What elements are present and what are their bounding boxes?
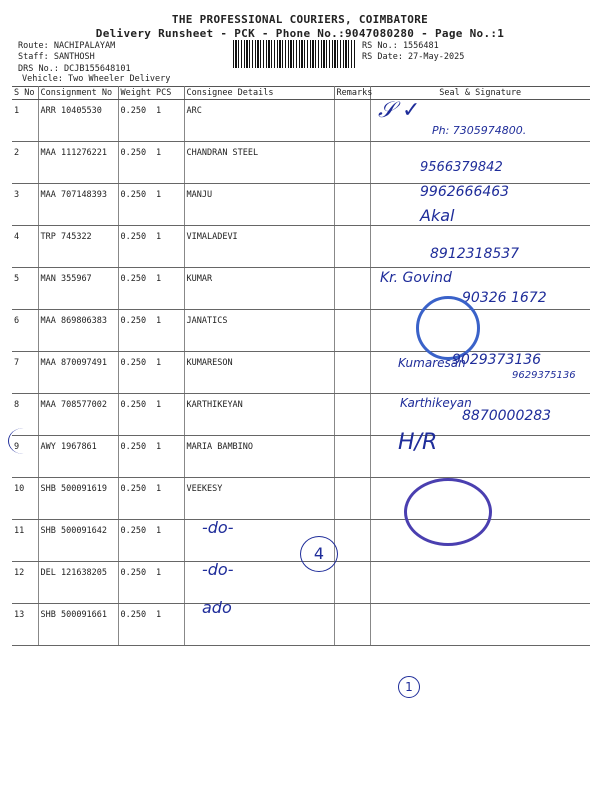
cell-sno: 4	[12, 226, 38, 268]
cell-pcs: 1	[154, 562, 184, 604]
cell-weight: 0.250	[118, 352, 154, 394]
cell-remarks	[334, 478, 370, 520]
cell-pcs: 1	[154, 142, 184, 184]
cell-remarks	[334, 604, 370, 646]
col-sno: S No	[12, 87, 38, 100]
table-row	[12, 604, 590, 646]
col-pcs: PCS	[154, 87, 184, 100]
cell-pcs: 1	[154, 352, 184, 394]
cell-weight: 0.250	[118, 394, 154, 436]
cell-weight: 0.250	[118, 604, 154, 646]
hw-phone-1: Ph: 7305974800.	[432, 124, 527, 137]
hw-sign-9: H/R	[398, 430, 438, 455]
cell-sno: 1	[12, 100, 38, 142]
cell-weight: 0.250	[118, 478, 154, 520]
cell-sno: 3	[12, 184, 38, 226]
cell-consignee: VIMALADEVI	[184, 226, 334, 268]
col-signature: Seal & Signature	[370, 87, 590, 100]
cell-weight: 0.250	[118, 268, 154, 310]
cell-remarks	[334, 520, 370, 562]
cell-remarks	[334, 436, 370, 478]
hw-phone-7a: 9029373136	[452, 352, 542, 368]
col-consignee: Consignee Details	[184, 87, 334, 100]
cell-consignment: ARR 10405530	[38, 100, 118, 142]
drs-label: DRS No.: DCJB155648101	[18, 64, 131, 74]
cell-weight: 0.250	[118, 310, 154, 352]
runsheet-title: Delivery Runsheet - PCK - Phone No.:9047080280 - Page No.:1	[95, 27, 505, 40]
cell-signature	[370, 310, 590, 352]
cell-remarks	[334, 352, 370, 394]
cell-sno: 6	[12, 310, 38, 352]
stamp-company	[404, 478, 492, 546]
cell-sno: 7	[12, 352, 38, 394]
cell-pcs: 1	[154, 436, 184, 478]
signature-1: 𝒮 ✓	[378, 98, 421, 123]
cell-sno: 2	[12, 142, 38, 184]
cell-consignment: MAA 870097491	[38, 352, 118, 394]
hw-phone-6: 90326 1672	[462, 290, 547, 306]
col-weight: Weight	[118, 87, 154, 100]
cell-sno: 11	[12, 520, 38, 562]
hw-mark-row-9	[8, 428, 39, 454]
rs-date: RS Date: 27-May-2025	[362, 52, 465, 62]
cell-consignment: SHB 500091642	[38, 520, 118, 562]
hw-sign-5: Kr. Govind	[380, 270, 452, 286]
hw-name-7: Kumaresan	[398, 356, 466, 370]
hw-phone-7b: 9629375136	[512, 370, 576, 381]
cell-consignment: DEL 121638205	[38, 562, 118, 604]
cell-remarks	[334, 226, 370, 268]
cell-pcs: 1	[154, 478, 184, 520]
cell-consignment: MAA 707148393	[38, 184, 118, 226]
table-row	[12, 142, 590, 184]
cell-pcs: 1	[154, 268, 184, 310]
cell-consignee: MANJU	[184, 184, 334, 226]
table-row	[12, 562, 590, 604]
stamp-janatics	[416, 296, 480, 360]
barcode	[233, 40, 355, 68]
cell-remarks	[334, 394, 370, 436]
hw-phone-8: 8870000283	[462, 408, 552, 424]
route-label: Route: NACHIPALAYAM	[18, 41, 116, 51]
hw-sign-4: Akal	[420, 206, 455, 225]
rs-number: RS No.: 1556481	[362, 41, 439, 51]
cell-sno: 10	[12, 478, 38, 520]
cell-consignee: KUMAR	[184, 268, 334, 310]
cell-consignee: ARC	[184, 100, 334, 142]
cell-remarks	[334, 562, 370, 604]
cell-sno: 8	[12, 394, 38, 436]
company-title: THE PROFESSIONAL COURIERS, COIMBATORE	[171, 13, 429, 26]
cell-consignee: JANATICS	[184, 310, 334, 352]
cell-remarks	[334, 184, 370, 226]
cell-consignment: TRP 745322	[38, 226, 118, 268]
hw-phone-2: 9566379842	[420, 160, 503, 175]
cell-consignment: MAA 708577002	[38, 394, 118, 436]
cell-remarks	[334, 310, 370, 352]
col-remarks: Remarks	[334, 87, 370, 100]
hw-ditto-13: ado	[202, 598, 232, 617]
cell-consignment: SHB 500091661	[38, 604, 118, 646]
cell-pcs: 1	[154, 604, 184, 646]
cell-consignee: KUMARESON	[184, 352, 334, 394]
cell-weight: 0.250	[118, 184, 154, 226]
hw-page-circle: 1	[398, 676, 420, 698]
cell-pcs: 1	[154, 310, 184, 352]
cell-weight: 0.250	[118, 100, 154, 142]
cell-consignment: MAA 869806383	[38, 310, 118, 352]
table-row	[12, 436, 590, 478]
cell-signature	[370, 562, 590, 604]
cell-sno: 9	[12, 436, 38, 478]
cell-pcs: 1	[154, 184, 184, 226]
vehicle-label: Vehicle: Two Wheeler Delivery	[22, 74, 171, 84]
table-row	[12, 310, 590, 352]
cell-consignment: MAA 111276221	[38, 142, 118, 184]
hw-phone-5: 8912318537	[430, 246, 520, 262]
table-header	[12, 87, 590, 100]
hw-ditto-12: -do-	[202, 560, 234, 579]
cell-pcs: 1	[154, 100, 184, 142]
table-row	[12, 478, 590, 520]
hw-name-8: Karthikeyan	[400, 396, 472, 410]
cell-remarks	[334, 100, 370, 142]
hw-phone-3: 9962666463	[420, 184, 510, 200]
col-consignment: Consignment No	[38, 87, 118, 100]
cell-remarks	[334, 268, 370, 310]
cell-consignee: VEEKESY	[184, 478, 334, 520]
cell-consignment: MAN 355967	[38, 268, 118, 310]
cell-consignment: SHB 500091619	[38, 478, 118, 520]
cell-weight: 0.250	[118, 436, 154, 478]
cell-consignee: CHANDRAN STEEL	[184, 142, 334, 184]
cell-signature	[370, 604, 590, 646]
cell-sno: 5	[12, 268, 38, 310]
cell-weight: 0.250	[118, 226, 154, 268]
cell-remarks	[334, 142, 370, 184]
cell-weight: 0.250	[118, 520, 154, 562]
cell-weight: 0.250	[118, 142, 154, 184]
cell-weight: 0.250	[118, 562, 154, 604]
cell-consignee: KARTHIKEYAN	[184, 394, 334, 436]
cell-pcs: 1	[154, 226, 184, 268]
cell-sno: 13	[12, 604, 38, 646]
hw-count-circle: 4	[300, 536, 338, 572]
cell-pcs: 1	[154, 394, 184, 436]
cell-consignee: MARIA BAMBINO	[184, 436, 334, 478]
hw-ditto-11: -do-	[202, 518, 234, 537]
cell-sno: 12	[12, 562, 38, 604]
staff-label: Staff: SANTHOSH	[18, 52, 95, 62]
cell-pcs: 1	[154, 520, 184, 562]
cell-consignment: AWY 1967861	[38, 436, 118, 478]
